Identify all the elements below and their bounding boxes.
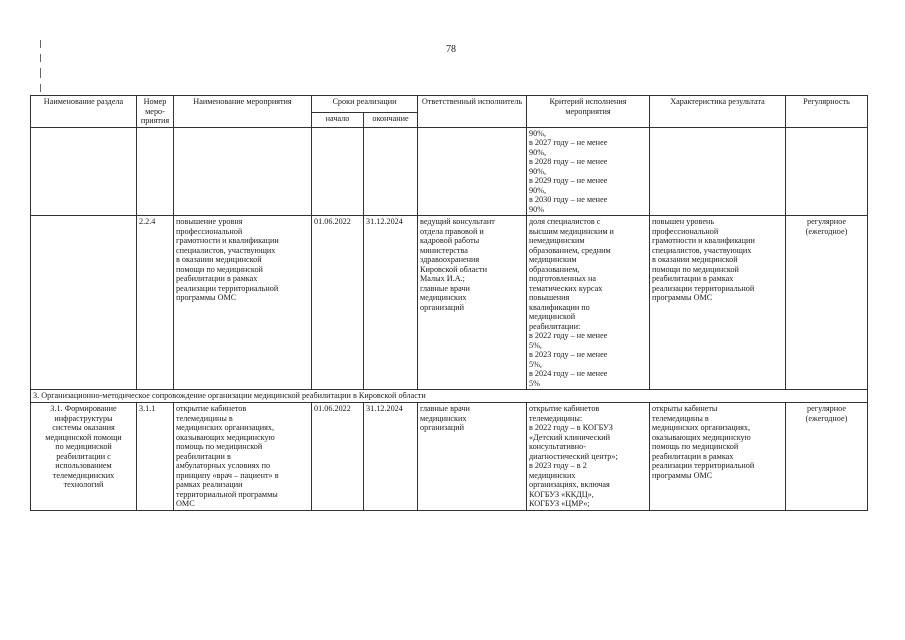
header-activity: Наименование мероприятия: [174, 96, 312, 128]
cell-criterion: 90%, в 2027 году – не менее 90%, в 2028 году – не менее 90%, в 2029 году – не менее 90%, в 2030 году – не менее 90%: [527, 127, 650, 216]
cell-section: 3.1. Формирование инфраструктуры системы оказания медицинской помощи по медицинской реабилитации с использованием телемедицинских технологий: [31, 402, 137, 510]
cell-end: 31.12.2024: [364, 402, 418, 510]
cell-empty: [650, 127, 786, 216]
cell-activity: открытие кабинетов телемедицины в медицинских организациях, оказывающих медицинскую помощь по медицинской реабилитации в амбулаторных условиях по принципу «врач – пациент» в рамках реализации территориальной программы ОМС: [174, 402, 312, 510]
cell-empty: [786, 127, 868, 216]
table-row-continued: [31, 127, 868, 216]
section-3-title: 3. Организационно-методическое сопровождение организации медицинской реабилитации в Кировской области: [31, 390, 868, 403]
measures-table: [30, 95, 868, 511]
header-regularity: Регулярность: [786, 96, 868, 128]
header-terms: Сроки реализации: [312, 96, 418, 113]
table-row-3-1-1: [31, 402, 868, 510]
cell-empty: [418, 127, 527, 216]
cell-start: 01.06.2022: [312, 402, 364, 510]
cell-empty: [312, 127, 364, 216]
section-heading-row: [31, 390, 868, 403]
header-criterion: Критерий исполнения мероприятия: [527, 96, 650, 128]
cell-responsible: главные врачи медицинских организаций: [418, 402, 527, 510]
cell-number: 3.1.1: [137, 402, 174, 510]
cell-empty: [137, 127, 174, 216]
cell-empty: [174, 127, 312, 216]
cell-end: 31.12.2024: [364, 216, 418, 390]
binding-margin-marks: [40, 40, 42, 100]
cell-number: 2.2.4: [137, 216, 174, 390]
page-number: 78: [446, 44, 456, 55]
cell-result: открыты кабинеты телемедицины в медицинских организациях, оказывающих медицинскую помощь по медицинской реабилитации в рамках реализации территориальной программы ОМС: [650, 402, 786, 510]
header-row: [31, 96, 868, 113]
cell-activity: повышение уровня профессиональной грамотности и квалификации специалистов, участвующих в оказании медицинской помощи по медицинской реабилитации в рамках реализации территориальной программы ОМС: [174, 216, 312, 390]
table-row-2-2-4: [31, 216, 868, 390]
cell-empty: [31, 127, 137, 216]
header-number: Номер меро- приятия: [137, 96, 174, 128]
header-result: Характеристика результата: [650, 96, 786, 128]
cell-responsible: ведущий консультант отдела правовой и кадровой работы министерства здравоохранения Кировской области Малых И.А.; главные врачи медицинских организаций: [418, 216, 527, 390]
cell-start: 01.06.2022: [312, 216, 364, 390]
header-section: Наименование раздела: [31, 96, 137, 128]
cell-criterion: открытие кабинетов телемедицины: в 2022 году – в КОГБУЗ «Детский клинический консультативно- диагностический центр»; в 2023 году – в 2 медицинских организациях, включая КОГБУЗ «ККДЦ», КОГБУЗ «ЦМР»;: [527, 402, 650, 510]
cell-result: повышен уровень профессиональной грамотности и квалификации специалистов, участвующих в оказании медицинской помощи по медицинской реабилитации в рамках реализации территориальной программы ОМС: [650, 216, 786, 390]
header-end: окончание: [364, 113, 418, 128]
cell-regularity: регулярное (ежегодное): [786, 402, 868, 510]
cell-empty: [31, 216, 137, 390]
header-start: начало: [312, 113, 364, 128]
cell-regularity: регулярное (ежегодное): [786, 216, 868, 390]
header-responsible: Ответственный исполнитель: [418, 96, 527, 128]
cell-empty: [364, 127, 418, 216]
cell-criterion: доля специалистов с высшим медицинским и немедицинским образованием, средним медицинским образованием, подготовленных на тематических курсах повышения квалификации по медицинской реабилитации: в 2022 году – не менее 5%, в 2023 году – не менее 5%, в 2024 году – не менее 5%: [527, 216, 650, 390]
